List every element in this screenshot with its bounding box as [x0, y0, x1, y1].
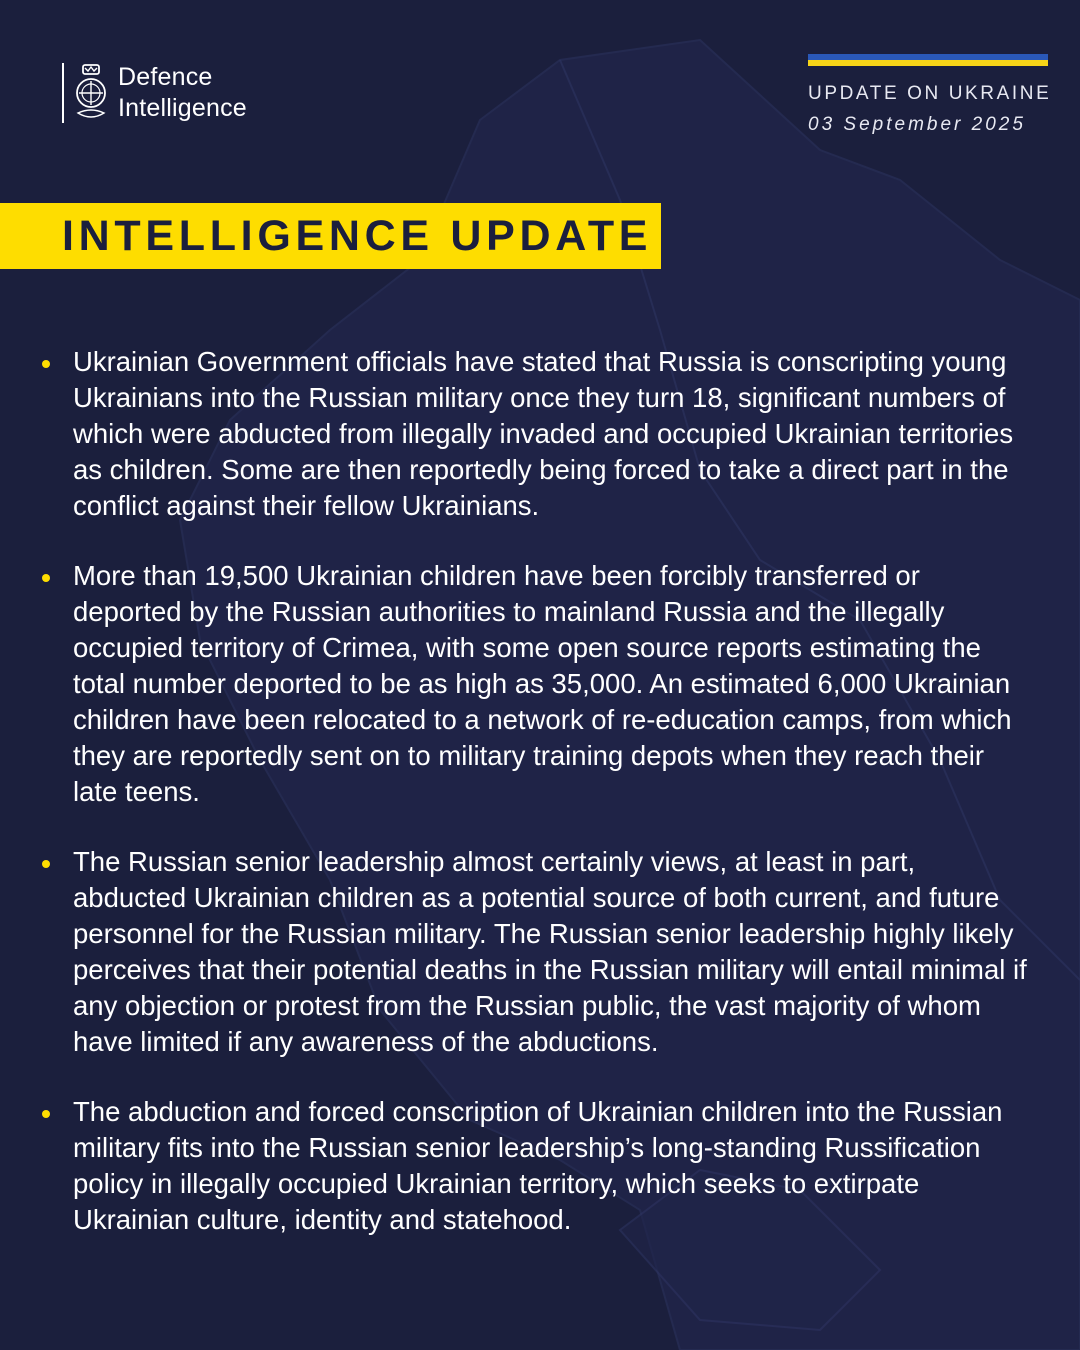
logo-line-intelligence: Intelligence [118, 94, 247, 122]
defence-intelligence-logo [62, 62, 247, 124]
bullet-dot-icon [42, 860, 50, 868]
bullet-item [42, 344, 1032, 524]
intelligence-update-banner [0, 203, 661, 269]
ukraine-flag-stripe [808, 54, 1048, 66]
bullet-item [42, 1094, 1032, 1238]
crest-icon [72, 63, 110, 123]
banner-title: INTELLIGENCE UPDATE [62, 212, 653, 260]
bullet-text: Ukrainian Government officials have stated that Russia is conscripting young Ukrainians into the Russian military once they turn 18, significant numbers of which were abducted from illegally invaded and occupied Ukrainian territories as children. Some are then reportedly being forced to take a direct part in the conflict against their fellow Ukrainians. [73, 346, 1014, 521]
bullet-item [42, 558, 1032, 810]
bullet-item [42, 844, 1032, 1060]
bullet-dot-icon [42, 574, 50, 582]
bullet-list [42, 344, 1032, 1272]
bullet-dot-icon [42, 1110, 50, 1118]
update-label: UPDATE ON UKRAINE [808, 83, 1052, 104]
bullet-text: The Russian senior leadership almost certainly views, at least in part, abducted Ukrainian children as a potential source of both current, and future personnel for the Russian military. The Russian senior leadership highly likely perceives that their potential deaths in the Russian military will entail minimal if any objection or protest from the Russian public, the vast majority of whom have limited if any awareness of the abductions. [73, 846, 1027, 1057]
flag-yellow-band [808, 60, 1048, 66]
bullet-dot-icon [42, 360, 50, 368]
logo-divider [62, 63, 64, 123]
logo-line-defence: Defence [118, 63, 213, 91]
bullet-text: The abduction and forced conscription of Ukrainian children into the Russian military fits into the Russian senior leadership’s long-standing Russification policy in illegally occupied Ukrainian territory, which seeks to extirpate Ukrainian culture, identity and statehood. [73, 1096, 1003, 1235]
update-date: 03 September 2025 [808, 114, 1026, 135]
bullet-text: More than 19,500 Ukrainian children have been forcibly transferred or deported by the Russian authorities to mainland Russia and the illegally occupied territory of Crimea, with some open source reports estimating the total number deported to be as high as 35,000. An estimated 6,000 Ukrainian children have been relocated to a network of re-education camps, from which they are reportedly sent on to military training depots when they reach their late teens. [73, 560, 1012, 807]
